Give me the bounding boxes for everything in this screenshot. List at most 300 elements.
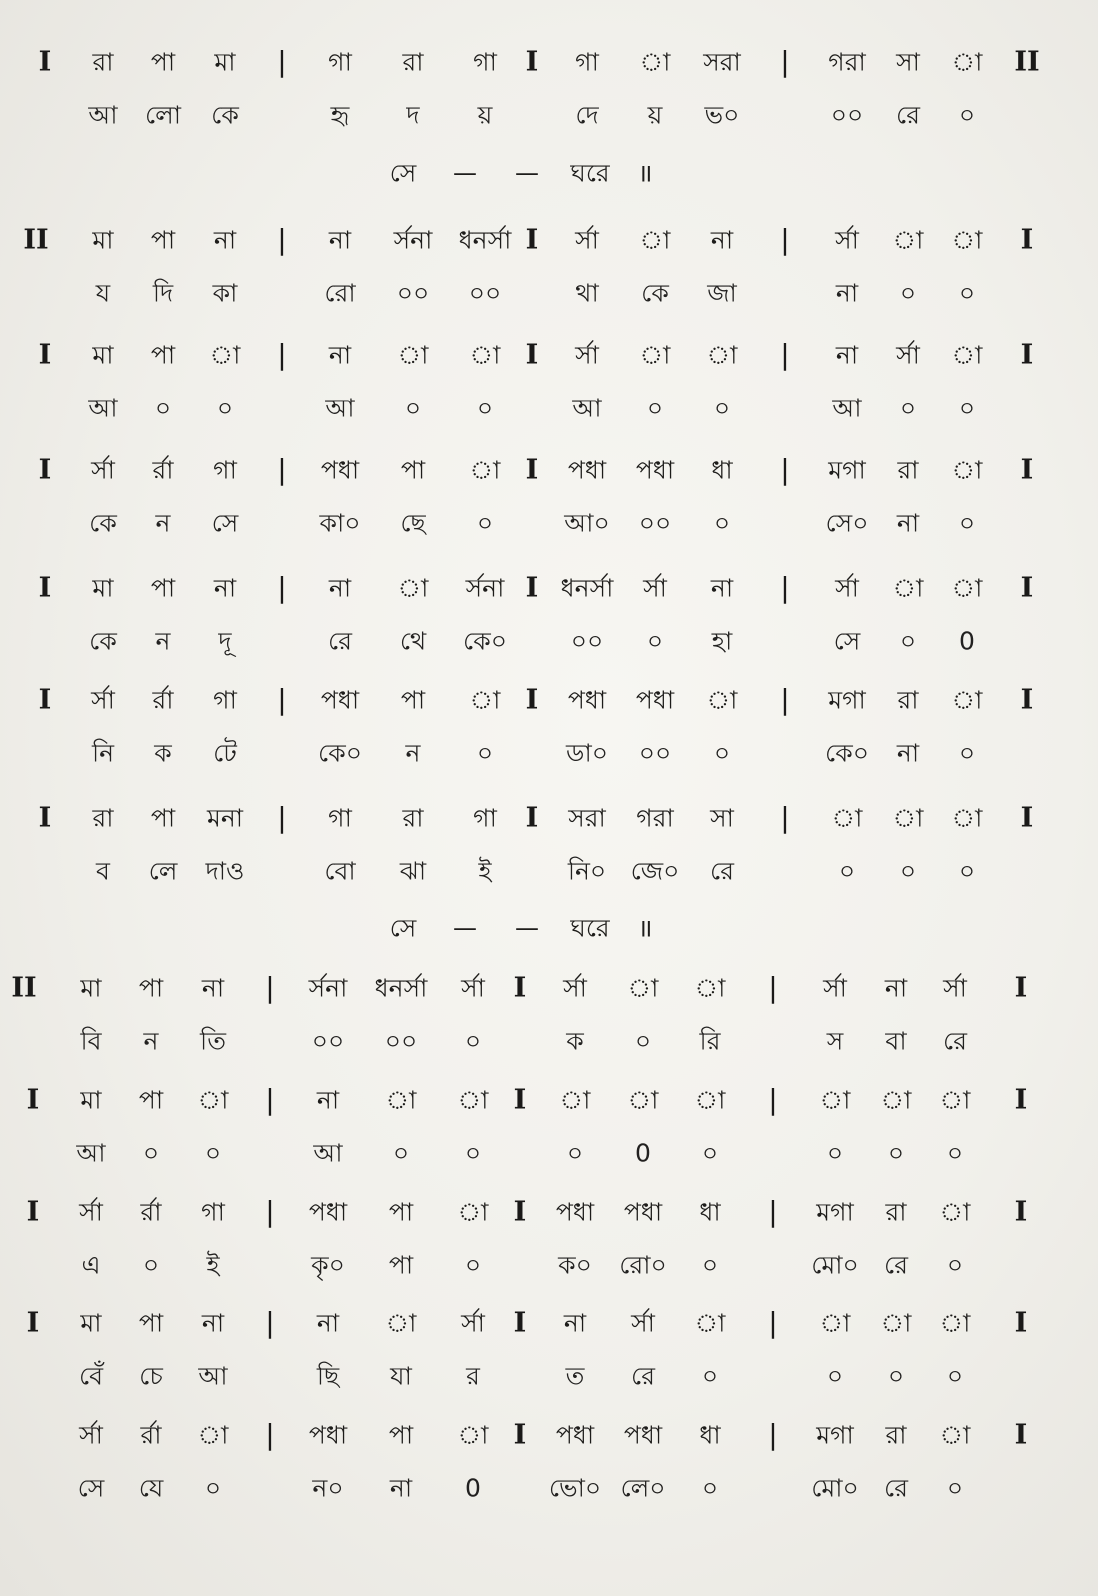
lyric-syllable: আ — [88, 393, 118, 423]
swara-note: পা — [400, 685, 426, 715]
lyric-syllable: ন — [405, 738, 421, 768]
lyric-syllable: চে — [139, 1361, 163, 1391]
swara-note: রা — [897, 455, 919, 485]
swara-note: া — [951, 225, 983, 255]
swara-note: গা — [328, 47, 352, 77]
swara-note: া — [880, 1085, 912, 1115]
lyric-syllable: তি — [200, 1026, 226, 1056]
lyric-syllable: রে — [328, 626, 352, 656]
swara-note: র্সা — [575, 225, 599, 255]
bar-line: | — [780, 223, 790, 256]
bar-line: | — [277, 223, 287, 256]
swara-note: পা — [150, 803, 176, 833]
lyric-syllable: ০ — [634, 1026, 652, 1056]
lyric-syllable: ব — [96, 856, 110, 886]
start-bar-line: I — [38, 46, 52, 78]
lyric-syllable: ই — [206, 1250, 220, 1280]
swara-note: া — [951, 455, 983, 485]
lyric-syllable: ০০ — [384, 1026, 418, 1056]
swara-note: সরা — [568, 803, 606, 833]
swara-note: মা — [80, 973, 102, 1003]
lyric-syllable: যা — [390, 1361, 412, 1391]
swara-note: সরা — [703, 47, 741, 77]
lyric-syllable: মো০ — [811, 1473, 859, 1503]
start-bar-line: I — [38, 454, 52, 486]
swara-note: া — [831, 803, 863, 833]
end-bar-line: I — [1014, 972, 1028, 1004]
lyric-syllable: ০ — [701, 1250, 719, 1280]
bar-line: I — [513, 1084, 527, 1116]
swara-note: া — [457, 1420, 489, 1450]
end-bar-line: I — [1020, 339, 1034, 371]
lyric-syllable: য় — [647, 100, 663, 130]
swara-note: না — [201, 973, 225, 1003]
swara-note: না — [316, 1308, 340, 1338]
lyric-syllable: ০ — [701, 1361, 719, 1391]
swara-note: পা — [150, 225, 176, 255]
bar-line: | — [277, 338, 287, 371]
start-bar-line: I — [38, 802, 52, 834]
swara-note: র্সা — [79, 1197, 103, 1227]
swara-note: গা — [328, 803, 352, 833]
start-bar-line: I — [38, 572, 52, 604]
lyric-syllable: ০ — [464, 1138, 482, 1168]
swara-note: সা — [710, 803, 734, 833]
swara-note: র্রা — [152, 455, 174, 485]
lyric-syllable: ০ — [701, 1138, 719, 1168]
end-bar-line: I — [1020, 684, 1034, 716]
lyric-syllable: ক০ — [558, 1250, 592, 1280]
bar-line: | — [768, 971, 778, 1004]
swara-note: মগা — [816, 1197, 854, 1227]
swara-note: া — [457, 1085, 489, 1115]
start-bar-line: I — [26, 1307, 40, 1339]
swara-note: পা — [138, 1085, 164, 1115]
end-bar-line: I — [1014, 1084, 1028, 1116]
start-bar-line: I — [26, 1196, 40, 1228]
lyric-syllable: না — [896, 738, 920, 768]
lyric-syllable: ০ — [464, 1026, 482, 1056]
swara-note: া — [559, 1085, 591, 1115]
swara-note: া — [639, 47, 671, 77]
swara-note: পধা — [635, 455, 675, 485]
lyric-syllable: ভো০ — [548, 1473, 602, 1503]
swara-note: া — [706, 685, 738, 715]
bar-line: | — [780, 453, 790, 486]
lyric-syllable: কৃ০ — [311, 1250, 345, 1280]
lyric-syllable: থে — [399, 626, 427, 656]
lyric-syllable: না — [896, 508, 920, 538]
swara-note: পা — [138, 1308, 164, 1338]
swara-note: রা — [885, 1420, 907, 1450]
bar-line: I — [513, 1307, 527, 1339]
swara-note: র্সা — [91, 685, 115, 715]
swara-note: া — [951, 685, 983, 715]
swara-note: া — [397, 573, 429, 603]
lyric-syllable: ০ — [464, 1250, 482, 1280]
end-bar-line: I — [1020, 224, 1034, 256]
lyric-syllable: ০ — [958, 393, 976, 423]
lyric-syllable: ক — [154, 738, 172, 768]
lyric-syllable: ছে — [400, 508, 426, 538]
refrain-text: সে — [389, 913, 417, 943]
swara-note: া — [639, 340, 671, 370]
lyric-syllable: লে — [148, 856, 178, 886]
swara-note: পা — [150, 47, 176, 77]
lyric-syllable: ই — [478, 856, 492, 886]
swara-note: মনা — [206, 803, 244, 833]
lyric-syllable: রে — [884, 1250, 908, 1280]
lyric-syllable: ০০ — [396, 278, 430, 308]
swara-note: না — [835, 340, 859, 370]
swara-note: না — [328, 573, 352, 603]
swara-note: র্সা — [896, 340, 920, 370]
lyric-syllable: দূ — [218, 626, 232, 656]
swara-note: না — [213, 573, 237, 603]
lyric-syllable: ০ — [887, 1138, 905, 1168]
bar-line: I — [525, 339, 539, 371]
swara-note: র্সা — [563, 973, 587, 1003]
lyric-syllable: টে — [213, 738, 237, 768]
lyric-syllable: ছি — [316, 1361, 340, 1391]
swara-note: া — [892, 225, 924, 255]
lyric-syllable: আ — [88, 100, 118, 130]
lyric-syllable: আ — [572, 393, 602, 423]
swara-note: া — [892, 803, 924, 833]
lyric-syllable: দ — [406, 100, 420, 130]
swara-note: পধা — [308, 1197, 348, 1227]
lyric-syllable: আ — [325, 393, 355, 423]
lyric-syllable: ০ — [713, 508, 731, 538]
lyric-syllable: লে০ — [620, 1473, 666, 1503]
lyric-syllable: ০ — [476, 738, 494, 768]
bar-line: | — [277, 453, 287, 486]
refrain-text: সে — [389, 158, 417, 188]
swara-note: না — [563, 1308, 587, 1338]
refrain-dash: — — [515, 159, 539, 187]
lyric-syllable: ০০ — [638, 508, 672, 538]
lyric-syllable: ০ — [216, 393, 234, 423]
lyric-syllable: ০ — [958, 508, 976, 538]
lyric-syllable: ০০ — [311, 1026, 345, 1056]
swara-note: ধা — [699, 1197, 721, 1227]
lyric-syllable: স — [826, 1026, 844, 1056]
start-bar-line: II — [11, 972, 37, 1004]
lyric-syllable: বেঁ — [78, 1361, 104, 1391]
swara-note: া — [385, 1085, 417, 1115]
swara-note: র্সা — [943, 973, 967, 1003]
lyric-syllable: ত — [565, 1361, 585, 1391]
swara-note: া — [892, 573, 924, 603]
lyric-syllable: সে — [211, 508, 239, 538]
swara-note: না — [316, 1085, 340, 1115]
bar-line: I — [525, 46, 539, 78]
swara-note: পধা — [308, 1420, 348, 1450]
lyric-syllable: রি — [699, 1026, 721, 1056]
swara-note: র্সা — [461, 1308, 485, 1338]
refrain-text: ॥ — [637, 913, 653, 943]
lyric-syllable: ০ — [887, 1361, 905, 1391]
swara-note: রা — [92, 803, 114, 833]
swara-note: র্সা — [461, 973, 485, 1003]
start-bar-line: I — [26, 1084, 40, 1116]
lyric-syllable: নি০ — [567, 856, 607, 886]
lyric-syllable: য় — [477, 100, 493, 130]
lyric-syllable: সে০ — [825, 508, 869, 538]
end-bar-line: I — [1020, 572, 1034, 604]
start-bar-line: I — [38, 684, 52, 716]
lyric-syllable: বো — [324, 856, 356, 886]
bar-line: | — [265, 1306, 275, 1339]
swara-note: পধা — [555, 1197, 595, 1227]
lyric-syllable: মো০ — [811, 1250, 859, 1280]
swara-note: র্সা — [823, 973, 847, 1003]
lyric-syllable: কা০ — [319, 508, 361, 538]
swara-note: া — [939, 1308, 971, 1338]
swara-note: পধা — [555, 1420, 595, 1450]
lyric-syllable: 0 — [465, 1473, 481, 1503]
swara-note: া — [397, 340, 429, 370]
swara-note: ধনর্সা — [560, 573, 614, 603]
bar-line: I — [513, 1419, 527, 1451]
bar-line: | — [265, 1195, 275, 1228]
lyric-syllable: নি — [91, 738, 115, 768]
lyric-syllable: বা — [885, 1026, 907, 1056]
swara-note: রা — [402, 803, 424, 833]
swara-note: পা — [388, 1420, 414, 1450]
swara-note: া — [385, 1308, 417, 1338]
lyric-syllable: আ — [832, 393, 862, 423]
bar-line: | — [277, 571, 287, 604]
swara-note: র্সনা — [308, 973, 348, 1003]
swara-note: া — [880, 1308, 912, 1338]
lyric-syllable: ০ — [946, 1473, 964, 1503]
lyric-syllable: না — [389, 1473, 413, 1503]
lyric-syllable: রে — [884, 1473, 908, 1503]
swara-note: না — [884, 973, 908, 1003]
swara-note: ধা — [699, 1420, 721, 1450]
lyric-syllable: ০ — [404, 393, 422, 423]
swara-note: ধনর্সা — [458, 225, 512, 255]
bar-line: I — [525, 684, 539, 716]
start-bar-line: I — [38, 339, 52, 371]
lyric-syllable: জা — [707, 278, 737, 308]
swara-note: মা — [92, 225, 114, 255]
swara-note: া — [469, 685, 501, 715]
end-bar-line: I — [1014, 1196, 1028, 1228]
swara-note: মা — [92, 573, 114, 603]
swara-note: ধা — [711, 455, 733, 485]
swara-note: র্সা — [835, 573, 859, 603]
bar-line: | — [780, 338, 790, 371]
lyric-syllable: ০ — [899, 626, 917, 656]
swara-note: র্রা — [152, 685, 174, 715]
swara-note: র্সা — [643, 573, 667, 603]
bar-line: | — [265, 971, 275, 1004]
swara-note: া — [951, 573, 983, 603]
lyric-syllable: আ — [198, 1361, 228, 1391]
lyric-syllable: ০ — [142, 1250, 160, 1280]
lyric-syllable: ০ — [946, 1250, 964, 1280]
swara-note: র্সা — [79, 1420, 103, 1450]
swara-note: পধা — [320, 685, 360, 715]
lyric-syllable: রে — [943, 1026, 967, 1056]
swara-note: া — [627, 1085, 659, 1115]
lyric-syllable: না — [835, 278, 859, 308]
swara-note: র্রা — [140, 1197, 162, 1227]
refrain-text: ॥ — [637, 158, 653, 188]
swara-note: া — [819, 1308, 851, 1338]
swara-note: না — [710, 573, 734, 603]
swara-note: পধা — [623, 1197, 663, 1227]
lyric-syllable: ০ — [899, 278, 917, 308]
swara-note: া — [819, 1085, 851, 1115]
swara-note: া — [694, 973, 726, 1003]
lyric-syllable: ০ — [838, 856, 856, 886]
swara-note: পধা — [623, 1420, 663, 1450]
swara-note: মগা — [816, 1420, 854, 1450]
lyric-syllable: হৃ — [330, 100, 350, 130]
swara-note: র্সনা — [465, 573, 505, 603]
refrain-dash: — — [453, 159, 477, 187]
swara-note: া — [197, 1420, 229, 1450]
swara-note: পা — [138, 973, 164, 1003]
swara-note: মা — [92, 340, 114, 370]
swara-note: া — [197, 1085, 229, 1115]
swara-note: মা — [214, 47, 236, 77]
lyric-syllable: ০০ — [468, 278, 502, 308]
lyric-syllable: রো — [324, 278, 356, 308]
lyric-syllable: সে — [833, 626, 861, 656]
bar-line: | — [780, 571, 790, 604]
lyric-syllable: কে০ — [318, 738, 362, 768]
swara-note: গরা — [636, 803, 674, 833]
lyric-syllable: কে০ — [463, 626, 507, 656]
swara-note: মগা — [828, 685, 866, 715]
lyric-syllable: ০ — [154, 393, 172, 423]
lyric-syllable: কে০ — [825, 738, 869, 768]
swara-note: া — [694, 1085, 726, 1115]
bar-line: | — [768, 1306, 778, 1339]
lyric-syllable: ০ — [946, 1138, 964, 1168]
bar-line: | — [768, 1083, 778, 1116]
swara-note: সা — [896, 47, 920, 77]
lyric-syllable: ০ — [713, 393, 731, 423]
bar-line: | — [277, 45, 287, 78]
swara-note: ধনর্সা — [374, 973, 428, 1003]
lyric-syllable: ন — [155, 508, 171, 538]
swara-note: া — [469, 340, 501, 370]
lyric-syllable: ০ — [958, 278, 976, 308]
lyric-syllable: রে — [631, 1361, 655, 1391]
swara-note: গা — [213, 455, 237, 485]
lyric-syllable: দি — [152, 278, 174, 308]
swara-note: মা — [80, 1085, 102, 1115]
bar-line: I — [513, 972, 527, 1004]
bar-line: I — [525, 454, 539, 486]
end-bar-line: II — [1014, 46, 1040, 78]
refrain-dash: — — [453, 914, 477, 942]
swara-note: র্সা — [91, 455, 115, 485]
swara-note: া — [706, 340, 738, 370]
swara-note: র্সা — [631, 1308, 655, 1338]
swara-note: রা — [885, 1197, 907, 1227]
bar-line: | — [768, 1418, 778, 1451]
swara-note: পা — [400, 455, 426, 485]
swara-note: া — [939, 1197, 971, 1227]
bar-line: | — [780, 45, 790, 78]
bar-line: | — [277, 801, 287, 834]
lyric-syllable: ০ — [899, 393, 917, 423]
end-bar-line: I — [1014, 1307, 1028, 1339]
lyric-syllable: দাও — [205, 856, 245, 886]
swara-note: া — [951, 803, 983, 833]
lyric-syllable: ঝা — [399, 856, 427, 886]
lyric-syllable: আ — [313, 1138, 343, 1168]
swara-note: া — [457, 1197, 489, 1227]
swara-note: া — [939, 1085, 971, 1115]
refrain-text: ঘরে — [570, 913, 610, 943]
lyric-syllable: ০ — [142, 1138, 160, 1168]
swara-note: গা — [575, 47, 599, 77]
lyric-syllable: কে — [641, 278, 669, 308]
end-bar-line: I — [1020, 454, 1034, 486]
swara-note: র্রা — [140, 1420, 162, 1450]
lyric-syllable: ০০ — [830, 100, 864, 130]
lyric-syllable: ০ — [476, 508, 494, 538]
swara-note: র্সা — [835, 225, 859, 255]
swara-note: রা — [897, 685, 919, 715]
swara-note: না — [328, 225, 352, 255]
bar-line: I — [513, 1196, 527, 1228]
lyric-syllable: ০ — [946, 1361, 964, 1391]
lyric-syllable: আ — [76, 1138, 106, 1168]
lyric-syllable: জে০ — [630, 856, 680, 886]
swara-note: পধা — [567, 685, 607, 715]
lyric-syllable: ০ — [826, 1361, 844, 1391]
lyric-syllable: রো০ — [619, 1250, 667, 1280]
lyric-syllable: 0 — [635, 1138, 651, 1168]
swara-note: া — [469, 455, 501, 485]
lyric-syllable: হা — [711, 626, 733, 656]
swara-note: না — [710, 225, 734, 255]
swara-note: া — [209, 340, 241, 370]
swara-note: পধা — [320, 455, 360, 485]
swara-note: না — [213, 225, 237, 255]
swara-note: মগা — [828, 455, 866, 485]
lyric-syllable: ০ — [899, 856, 917, 886]
lyric-syllable: ০ — [958, 738, 976, 768]
lyric-syllable: 0 — [959, 626, 975, 656]
lyric-syllable: যে — [138, 1473, 164, 1503]
lyric-syllable: ০ — [713, 738, 731, 768]
lyric-syllable: ০ — [204, 1473, 222, 1503]
bar-line: | — [780, 801, 790, 834]
swara-note: না — [328, 340, 352, 370]
swara-note: রা — [402, 47, 424, 77]
swara-note: না — [201, 1308, 225, 1338]
swara-note: া — [951, 340, 983, 370]
swara-note: মা — [80, 1308, 102, 1338]
lyric-syllable: ভ০ — [704, 100, 740, 130]
swara-note: গা — [473, 47, 497, 77]
start-bar-line: II — [23, 224, 49, 256]
lyric-syllable: ০ — [646, 393, 664, 423]
swara-note: গরা — [828, 47, 866, 77]
swara-note: গা — [201, 1197, 225, 1227]
lyric-syllable: এ — [81, 1250, 101, 1280]
lyric-syllable: বি — [80, 1026, 102, 1056]
